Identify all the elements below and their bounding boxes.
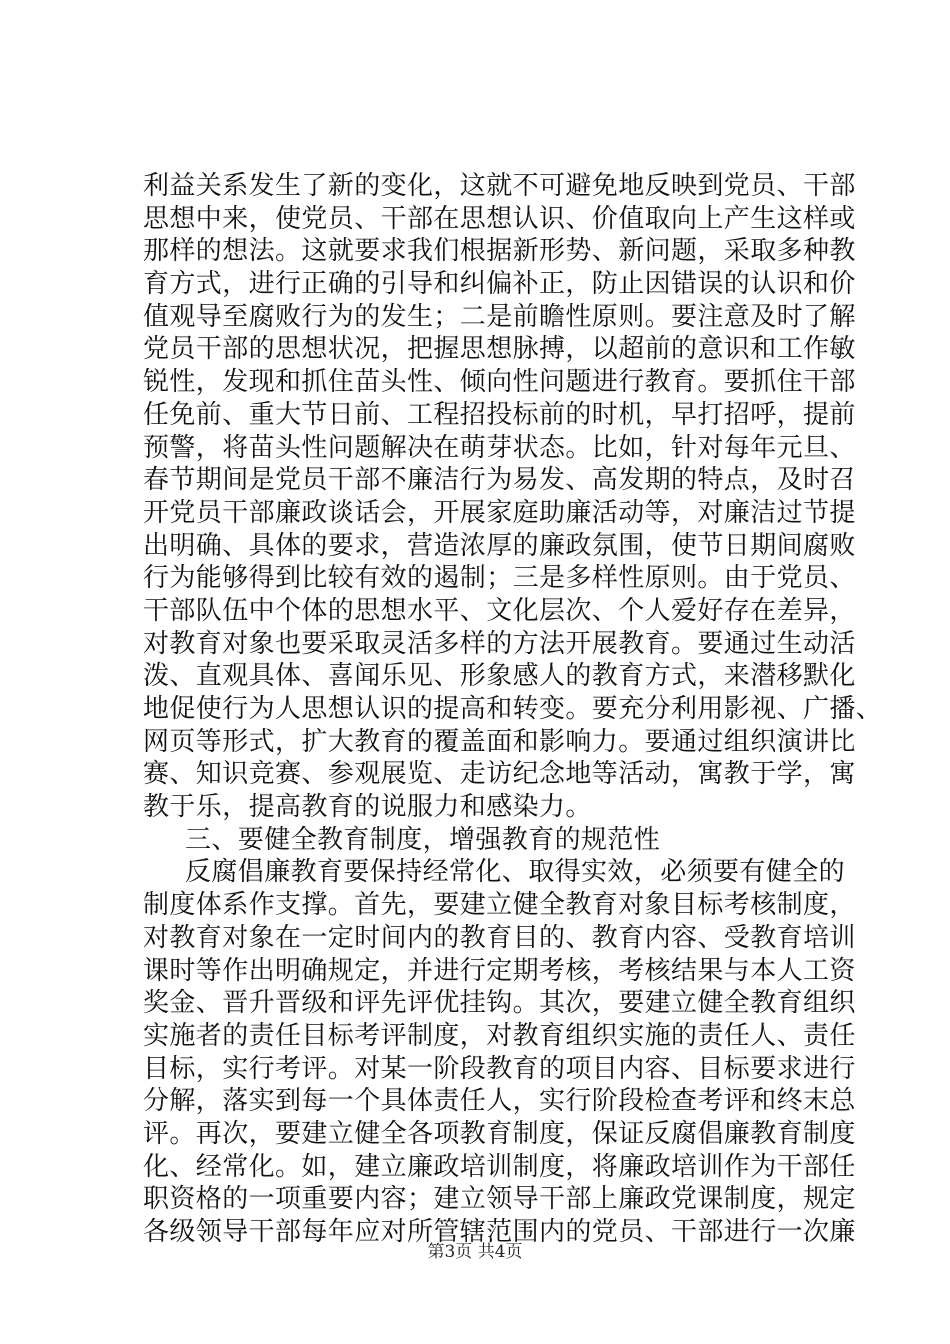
text-line: 化、经常化。如，建立廉政培训制度，将廉政培训作为干部任	[143, 1151, 856, 1182]
text-line: 地促使行为人思想认识的提高和转变。要充分利用影视、广播、	[143, 694, 883, 724]
text-line: 行为能够得到比较有效的遏制；三是多样性原则。由于党员、	[143, 563, 856, 594]
text-line: 出明确、具体的要求，营造浓厚的廉政氛围，使节日期间腐败	[143, 530, 856, 561]
text-line: 对教育对象在一定时间内的教育目的、教育内容、受教育培训	[143, 922, 856, 953]
text-line: 任免前、重大节日前、工程招投标前的时机，早打招呼，提前	[143, 399, 856, 430]
text-line: 反腐倡廉教育要保持经常化、取得实效，必须要有健全的	[185, 857, 846, 888]
text-line: 对教育对象也要采取灵活多样的方法开展教育。要通过生动活	[143, 628, 856, 659]
text-line: 三、要健全教育制度，增强教育的规范性	[185, 824, 661, 855]
text-line: 分解，落实到每一个具体责任人，实行阶段检查考评和终末总	[143, 1086, 856, 1117]
text-line: 奖金、晋升晋级和评先评优挂钩。其次，要建立健全教育组织	[143, 988, 856, 1019]
text-line: 那样的想法。这就要求我们根据新形势、新问题，采取多种教	[143, 236, 856, 267]
text-line: 预警，将苗头性问题解决在萌芽状态。比如，针对每年元旦、	[143, 432, 856, 463]
text-line: 各级领导干部每年应对所管辖范围内的党员、干部进行一次廉	[143, 1217, 856, 1247]
text-line: 赛、知识竞赛、参观展览、走访纪念地等活动，寓教于学，寓	[143, 759, 856, 790]
text-line: 网页等形式，扩大教育的覆盖面和影响力。要通过组织演讲比	[143, 726, 856, 757]
text-line: 泼、直观具体、喜闻乐见、形象感人的教育方式，来潜移默化	[143, 661, 856, 692]
text-line: 制度体系作支撑。首先，要建立健全教育对象目标考核制度，	[143, 890, 856, 921]
text-line: 利益关系发生了新的变化，这就不可避免地反映到党员、干部	[143, 171, 856, 201]
document-body	[143, 170, 883, 1249]
text-line: 实施者的责任目标考评制度，对教育组织实施的责任人、责任	[143, 1020, 856, 1051]
text-line: 课时等作出明确规定，并进行定期考核，考核结果与本人工资	[143, 955, 856, 986]
text-line: 思想中来，使党员、干部在思想认识、价值取向上产生这样或	[143, 203, 856, 234]
text-line: 目标，实行考评。对某一阶段教育的项目内容、目标要求进行	[143, 1053, 856, 1084]
text-line: 开党员干部廉政谈话会，开展家庭助廉活动等，对廉洁过节提	[143, 497, 856, 528]
text-line: 锐性，发现和抓住苗头性、倾向性问题进行教育。要抓住干部	[143, 367, 856, 398]
text-line: 教于乐，提高教育的说服力和感染力。	[143, 792, 592, 823]
text-line: 职资格的一项重要内容；建立领导干部上廉政党课制度，规定	[143, 1184, 856, 1215]
text-line: 春节期间是党员干部不廉洁行为易发、高发期的特点，及时召	[143, 465, 856, 496]
text-line: 党员干部的思想状况，把握思想脉搏，以超前的意识和工作敏	[143, 334, 856, 365]
page-footer: 第3页 共4页	[427, 1242, 523, 1262]
text-line: 值观导至腐败行为的发生；二是前瞻性原则。要注意及时了解	[143, 301, 856, 332]
text-line: 评。再次，要建立健全各项教育制度，保证反腐倡廉教育制度	[143, 1118, 856, 1149]
text-line: 干部队伍中个体的思想水平、文化层次、个人爱好存在差异，	[143, 595, 856, 626]
text-line: 育方式，进行正确的引导和纠偏补正，防止因错误的认识和价	[143, 269, 856, 300]
